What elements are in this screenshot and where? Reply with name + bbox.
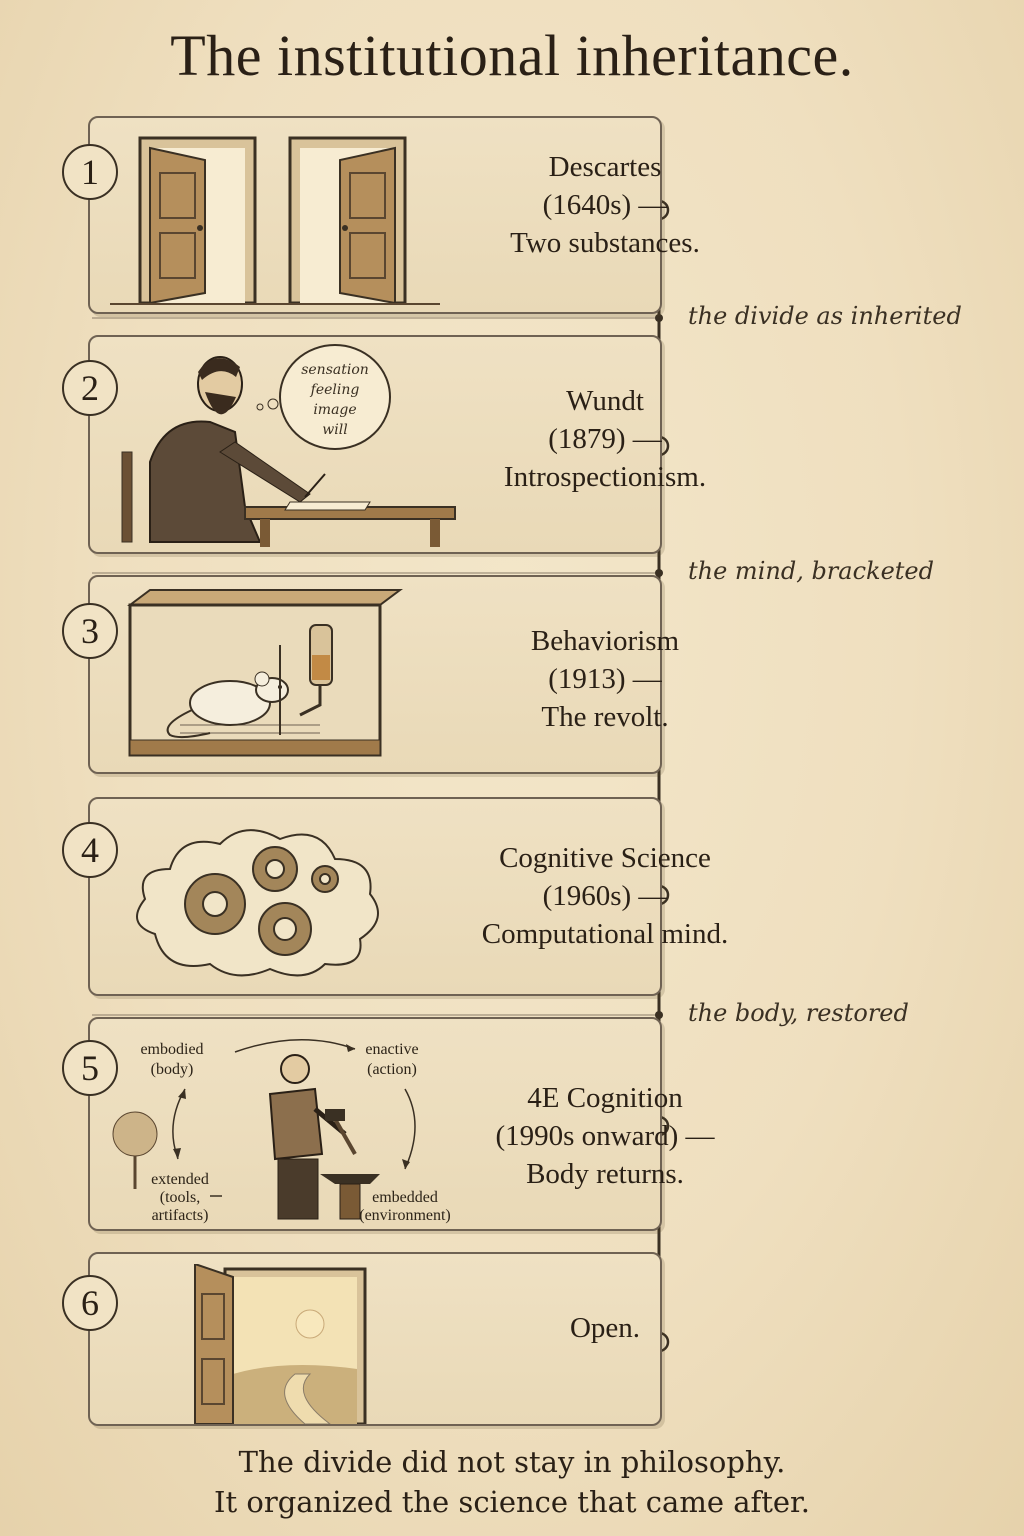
blacksmith-icon: [100, 1024, 470, 1224]
thought-word: feeling: [310, 382, 360, 398]
thought-word: sensation: [301, 362, 369, 378]
transition-note-2: the mind, bracketed: [688, 557, 934, 585]
label-enactive-sub: (action): [367, 1061, 417, 1078]
stage-caption-5: [480, 1079, 730, 1193]
label-embedded: embedded: [372, 1189, 438, 1206]
stage-summary: Two substances.: [510, 227, 700, 259]
transition-note-1: the divide as inherited: [688, 302, 962, 330]
stage-number-5: 5: [62, 1040, 118, 1096]
stage-number-3: 3: [62, 603, 118, 659]
stage-number-1: 1: [62, 144, 118, 200]
stage-caption-4: [475, 839, 735, 953]
stage-name: Descartes: [548, 151, 662, 183]
thought-word: will: [322, 422, 348, 438]
transition-dot-1: [655, 314, 663, 322]
label-embodied: embodied: [140, 1041, 204, 1058]
label-extended-sub: (tools,: [159, 1189, 201, 1206]
stage-caption-6: [480, 1309, 730, 1347]
footer-line-2: It organized the science that came after.: [214, 1485, 810, 1519]
stage-panel-2: [88, 335, 707, 554]
two-doors-icon: [110, 128, 440, 308]
thought-word: image: [313, 402, 357, 418]
stage-summary: The revolt.: [541, 701, 669, 733]
stage-caption-2: [480, 382, 730, 496]
label-embodied-sub: (body): [150, 1061, 194, 1078]
stage-summary: Computational mind.: [481, 918, 729, 950]
open-door-icon: [185, 1264, 375, 1424]
stage-caption-1: [480, 148, 730, 262]
stage-summary: Introspectionism.: [503, 461, 707, 493]
stage-date: (1879) —: [548, 423, 662, 455]
transition-note-3: the body, restored: [688, 999, 909, 1027]
stage-number-6: 6: [62, 1275, 118, 1331]
footer-text: [0, 1442, 1024, 1522]
stage-summary: Body returns.: [526, 1158, 684, 1190]
label-extended-sub2: artifacts): [151, 1207, 209, 1224]
stage-date: (1960s) —: [542, 880, 668, 912]
stage-number-2: 2: [62, 360, 118, 416]
stage-number-4: 4: [62, 822, 118, 878]
stage-date: (1990s onward) —: [495, 1120, 715, 1152]
stage-name: 4E Cognition: [527, 1082, 683, 1114]
stage-date: (1913) —: [548, 663, 662, 695]
label-extended: extended: [151, 1171, 209, 1188]
footer-line-1: The divide did not stay in philosophy.: [238, 1445, 786, 1479]
wundt-at-desk-icon: [110, 342, 460, 547]
stage-name: Cognitive Science: [499, 842, 711, 874]
stage-caption-3: [480, 622, 730, 736]
label-embedded-sub: (environment): [359, 1207, 451, 1224]
stage-date: (1640s) —: [542, 189, 668, 221]
stage-panel-6: [88, 1252, 662, 1426]
stage-panel-5: [88, 1017, 715, 1231]
stage-panel-3: [88, 575, 680, 774]
stage-name: Open.: [569, 1312, 641, 1344]
rat-in-box-icon: [120, 585, 420, 765]
page-title: The institutional inheritance.: [170, 23, 854, 88]
label-enactive: enactive: [365, 1041, 419, 1058]
stage-panel-4: [88, 797, 729, 996]
stage-panel-1: [88, 116, 700, 314]
stage-name: Behaviorism: [530, 625, 680, 657]
stage-name: Wundt: [566, 385, 644, 417]
gears-in-cloud-icon: [125, 814, 395, 984]
